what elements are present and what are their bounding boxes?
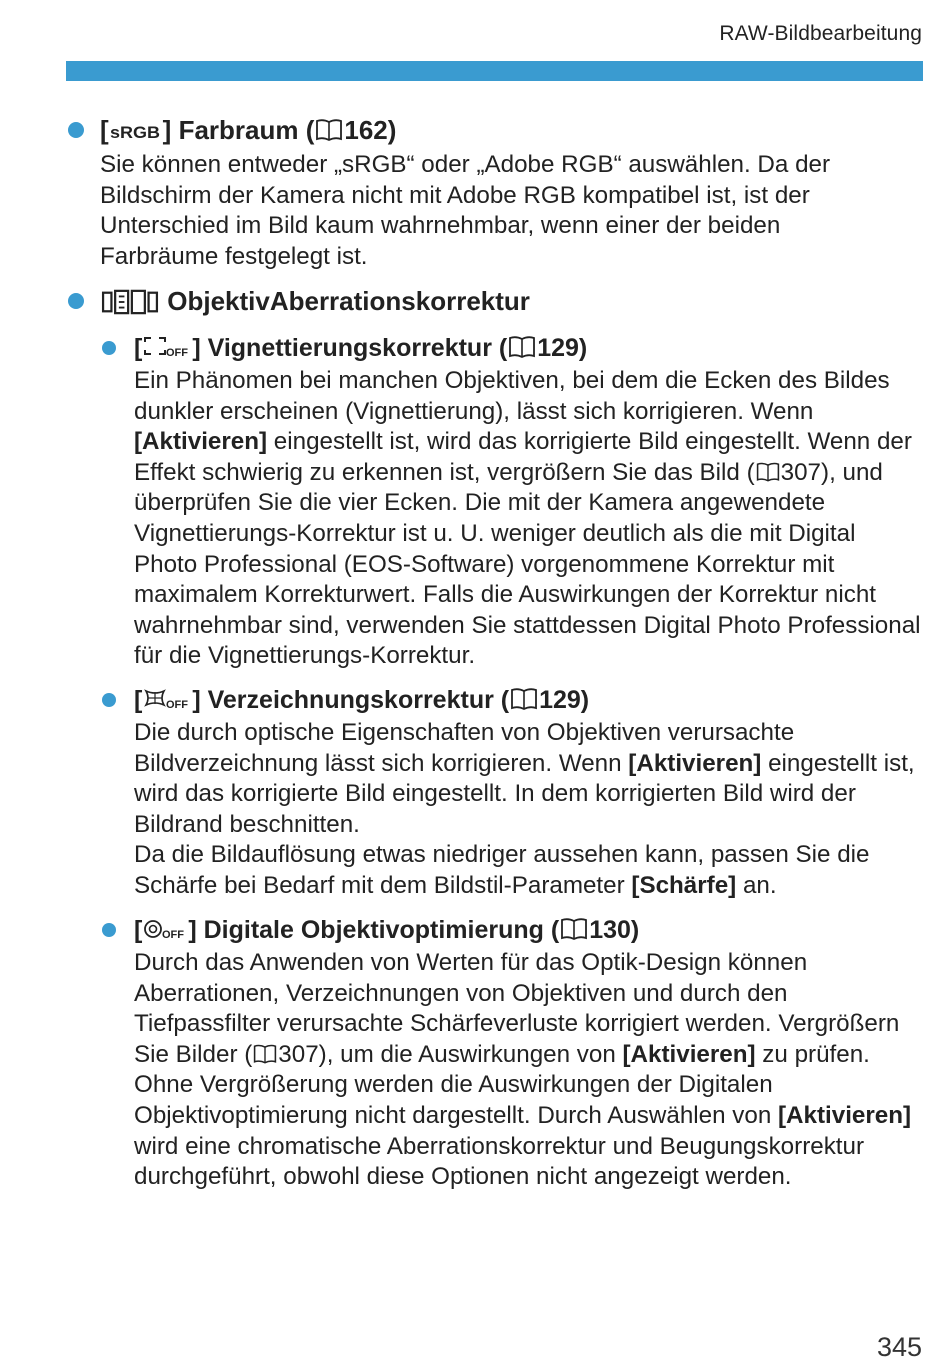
menu-reference-aktivieren: [Aktivieren] xyxy=(778,1101,912,1129)
section-header-label: RAW-Bildbearbeitung xyxy=(719,22,922,45)
text-run: zu prüfen. Ohne Vergrößerung werden die Auswirkungen der Digitalen Objektivoptimierung nicht dargestellt. Durch Auswählen von xyxy=(134,1040,870,1129)
text-run: eingestellt ist, wird das korrigierte Bild eingestellt. Wenn der Effekt schwierig zu erkennen ist, vergrößern Sie das Bild ( xyxy=(134,428,912,486)
heading-title: ObjektivAberrationskorrektur xyxy=(167,286,530,316)
book-reference-icon xyxy=(755,461,781,483)
lens-aberration-icon xyxy=(100,289,160,315)
paragraph-verzeichnung-2 xyxy=(134,840,924,901)
menu-reference-schaerfe: [Schärfe] xyxy=(631,871,737,899)
book-reference-icon xyxy=(252,1043,278,1065)
bracket-open: [ xyxy=(134,916,143,944)
heading-title: Verzeichnungskorrektur ( xyxy=(207,686,510,714)
bracket-open: [ xyxy=(134,334,143,362)
section-header-bar xyxy=(66,61,923,81)
svg-text:OFF: OFF xyxy=(166,699,189,711)
bracket-open: [ xyxy=(100,115,109,145)
heading-vignettierung xyxy=(100,331,930,365)
bullet-dot-icon xyxy=(102,923,116,937)
heading-verzeichnung xyxy=(100,683,930,717)
section-vignettierung xyxy=(100,331,930,672)
paragraph-farbraum: Sie können entweder „sRGB“ oder „Adobe RGB“ auswählen. Da der Bildschirm der Kamera nicht mit Adobe RGB kompatibel ist, ist der Unterschied im Bild kaum wahrnehmbar, wenn einer der beiden Farbräume festgelegt ist. xyxy=(100,151,831,270)
text-run: an. xyxy=(736,871,777,899)
text-run: Durch das Anwenden von Werten für das Optik-Design können Aberrationen, Verzeichnungen von Objektiven und durch den Tiefpassfilter verursachte Schärfeverluste korrigiert werden. Vergrößern Sie Bilder ( xyxy=(134,949,900,1068)
menu-reference-aktivieren: [Aktivieren] xyxy=(622,1040,756,1068)
peripheral-illumination-off-icon xyxy=(142,334,192,360)
section-digitale-objektivoptimierung xyxy=(100,913,930,1193)
heading-farbraum xyxy=(66,113,926,147)
bullet-dot-icon xyxy=(102,341,116,355)
heading-title: Vignettierungskorrektur ( xyxy=(207,334,508,362)
menu-reference-aktivieren: [Aktivieren] xyxy=(134,428,268,456)
svg-text:OFF: OFF xyxy=(162,929,185,941)
svg-text:sRGB: sRGB xyxy=(109,123,160,142)
bracket-close: ] xyxy=(192,686,201,714)
bullet-dot-icon xyxy=(68,293,84,309)
book-reference-icon xyxy=(509,687,539,711)
digital-lens-optimizer-off-icon xyxy=(142,916,188,942)
page-reference: 129) xyxy=(539,686,590,714)
menu-reference-aktivieren: [Aktivieren] xyxy=(628,749,762,777)
heading-title: Farbraum ( xyxy=(178,115,315,145)
section-verzeichnung xyxy=(100,683,930,902)
page-number: 345 xyxy=(876,1332,922,1362)
svg-text:OFF: OFF xyxy=(166,347,189,359)
page-reference: 307 xyxy=(780,458,822,486)
page-reference: 129) xyxy=(537,334,588,362)
section-objektiv xyxy=(66,284,926,318)
bracket-close: ] xyxy=(162,115,172,145)
text-run: ), und überprüfen Sie die vier Ecken. Die mit der Kamera angewendete Vignettierungs-Korrektur ist u. U. weniger deutlich als die mit Digital Photo Professional (EOS-Software) vorgenommene Korrektur mit maximalem Korrekturwert. Falls die Auswirkungen der Korrektur nicht wahrnehmbar sind, verwenden Sie stattdessen Digital Photo Professional für die Vignettierungs-Korrektur. xyxy=(134,458,921,670)
paragraph-vignettierung xyxy=(134,366,924,672)
bullet-dot-icon xyxy=(102,693,116,707)
text-run: ), um die Auswirkungen von xyxy=(318,1040,623,1068)
text-run: Da die Bildauflösung etwas niedriger aussehen kann, passen Sie die Schärfe bei Bedarf mit dem Bildstil-Parameter xyxy=(134,841,870,899)
text-run: Ein Phänomen bei manchen Objektiven, bei dem die Ecken des Bildes dunkler erscheinen (Vignettierung), lässt sich korrigieren. Wenn xyxy=(134,367,890,425)
book-reference-icon xyxy=(507,335,537,359)
text-run: Die durch optische Eigenschaften von Objektiven verursachte Bildverzeichnung lässt sich korrigieren. Wenn xyxy=(134,719,795,777)
bracket-close: ] xyxy=(192,334,201,362)
bracket-open: [ xyxy=(134,686,143,714)
section-farbraum xyxy=(66,113,926,272)
page-reference: 162) xyxy=(344,115,397,145)
heading-objektiv xyxy=(66,284,926,318)
bullet-dot-icon xyxy=(68,122,84,138)
distortion-off-icon xyxy=(142,686,192,712)
book-reference-icon xyxy=(559,917,589,941)
text-run: eingestellt ist, wird das korrigierte Bild eingestellt. In dem korrigierten Bild wird der Bildrand beschnitten. xyxy=(134,749,915,838)
book-reference-icon xyxy=(314,118,344,142)
text-run: wird eine chromatische Aberrationskorrektur und Beugungskorrektur durchgeführt, obwohl diese Optionen nicht angezeigt werden. xyxy=(134,1132,865,1191)
heading-digitale-objektivoptimierung xyxy=(100,913,930,947)
paragraph-verzeichnung xyxy=(134,718,924,840)
paragraph-digitale-objektivoptimierung xyxy=(134,948,929,1193)
bracket-close: ] xyxy=(188,916,197,944)
srgb-icon xyxy=(109,117,163,143)
heading-title: Digitale Objektivoptimierung ( xyxy=(203,916,560,944)
page-reference: 130) xyxy=(589,916,640,944)
page-reference: 307 xyxy=(278,1040,319,1068)
